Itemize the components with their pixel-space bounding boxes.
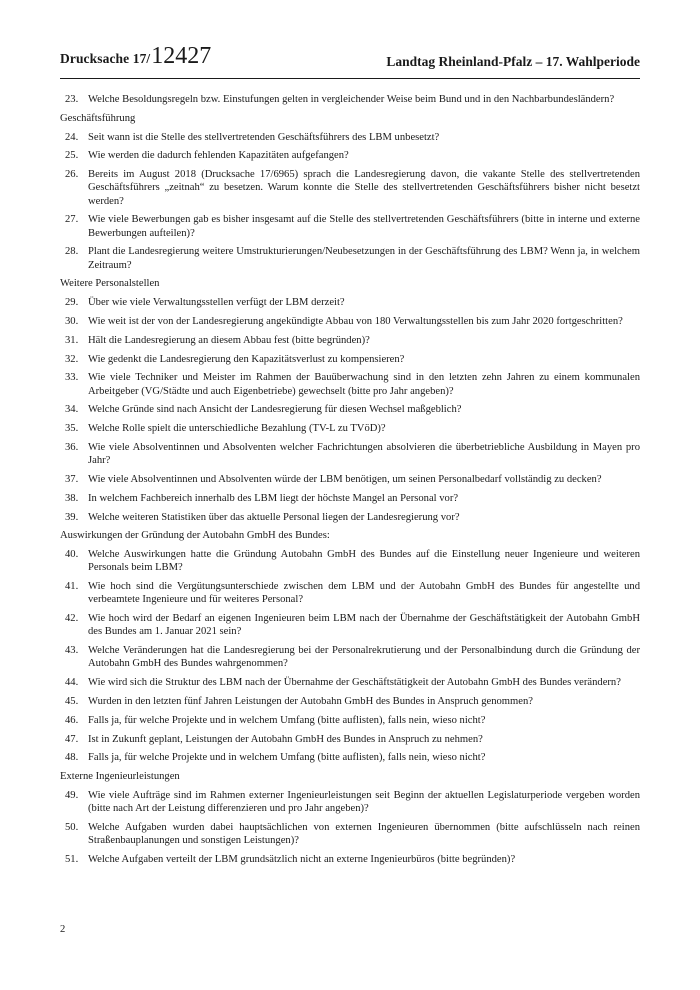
question-text: Falls ja, für welche Projekte und in welchem Umfang (bitte auflisten), falls nein, wieso nicht? [88,752,486,764]
question-item [60,853,640,866]
page-header [60,44,640,79]
question-number: 28. [65,246,79,258]
question-item [60,548,640,574]
question-number: 37. [65,473,79,485]
question-text: Welche Besoldungsregeln bzw. Einstufungen gelten in vergleichender Weise beim Bund und in den Nachbarbundesländern? [88,94,615,105]
question-item [60,315,640,328]
question-number: 33. [65,372,79,384]
question-text: Wie viele Techniker und Meister im Rahmen der Bauüberwachung sind in den letzten zehn Jahren zu einem kommunalen Arbeitgeber (VG/Städte und auch Eigenbetriebe) gewechselt (bitte pro Jahr angeben)? [88,372,640,397]
question-item [60,131,640,144]
section-heading: Auswirkungen der Gründung der Autobahn GmbH des Bundes: [60,530,330,542]
question-text: Wie weit ist der von der Landesregierung angekündigte Abbau von 180 Verwaltungsstellen bis zum Jahr 2020 fortgeschritten? [88,315,623,327]
question-item [60,751,640,764]
question-number: 47. [65,733,79,745]
question-text: Welche weiteren Statistiken über das aktuelle Personal liegen der Landesregierung vor? [88,511,460,523]
question-text: Wie viele Bewerbungen gab es bisher insgesamt auf die Stelle des stellvertretenden Geschäftsführers (bitte in interne und externe Bewerbungen aufteilen)? [88,214,640,239]
question-number: 35. [65,423,79,435]
question-number: 41. [65,581,79,593]
question-text: Welche Veränderungen hat die Landesregierung bei der Personalrekrutierung und der Personalbindung durch die Gründung der Autobahn GmbH des Bundes wahrgenommen? [88,645,640,670]
question-text: Wie werden die dadurch fehlenden Kapazitäten aufgefangen? [88,150,349,162]
question-item [60,168,640,208]
question-number: 32. [65,353,79,365]
question-item [60,334,640,347]
question-text: Falls ja, für welche Projekte und in welchem Umfang (bitte auflisten), falls nein, wieso nicht? [88,714,486,726]
question-item [60,245,640,271]
question-number: 23. [65,94,79,105]
question-text: Plant die Landesregierung weitere Umstrukturierungen/Neubesetzungen in der Geschäftsführung des LBM? Wenn ja, in welchem Zeitraum? [88,246,640,271]
question-number: 49. [65,789,79,801]
question-item [60,644,640,670]
question-number: 27. [65,214,79,226]
question-number: 26. [65,169,79,181]
question-item [60,213,640,239]
question-text: Wie hoch sind die Vergütungsunterschiede zwischen dem LBM und der Autobahn GmbH des Bundes für angestellte und verbeamtete Ingenieure und für weiteres Personal? [88,581,640,606]
section-heading: Externe Ingenieurleistungen [60,771,180,783]
question-number: 42. [65,613,79,625]
question-number: 34. [65,404,79,416]
question-text: Ist in Zukunft geplant, Leistungen der Autobahn GmbH des Bundes in Anspruch zu nehmen? [88,733,483,745]
question-item [60,789,640,815]
question-text: Hält die Landesregierung an diesem Abbau fest (bitte begründen)? [88,334,370,346]
question-text: Über wie viele Verwaltungsstellen verfügt der LBM derzeit? [88,297,345,309]
document-number-value: 12427 [151,43,212,69]
question-text: Seit wann ist die Stelle des stellvertretenden Geschäftsführers des LBM unbesetzt? [88,131,440,143]
question-item [60,580,640,606]
question-number: 50. [65,821,79,833]
question-number: 39. [65,511,79,523]
question-text: Wie hoch wird der Bedarf an eigenen Ingenieuren beim LBM nach der Übernahme der Geschäftstätigkeit der Autobahn GmbH des Bundes am 1. Januar 2021 sein? [88,613,640,638]
question-number: 48. [65,752,79,764]
question-number: 43. [65,645,79,657]
section-heading: Weitere Personalstellen [60,278,160,290]
document-number [60,43,211,70]
question-text: Wie wird sich die Struktur des LBM nach der Übernahme der Geschäftstätigkeit der Autobahn GmbH des Bundes verändern? [88,677,621,689]
question-number: 51. [65,853,79,865]
question-text: In welchem Fachbereich innerhalb des LBM liegt der höchste Mangel an Personal vor? [88,492,459,504]
question-text: Wie viele Aufträge sind im Rahmen externer Ingenieurleistungen seit Beginn der aktuellen Legislaturperiode vergeben worden (bitte nach Art der Leistung differenzieren und pro Jahr angeben)? [88,789,640,815]
question-text: Wie gedenkt die Landesregierung den Kapazitätsverlust zu kompensieren? [88,353,405,365]
question-item [60,492,640,505]
question-number: 24. [65,131,79,143]
question-item [60,441,640,467]
question-item [60,296,640,309]
question-number: 38. [65,492,79,504]
question-item [60,353,640,366]
question-item [60,511,640,524]
question-item [60,612,640,638]
question-item [60,93,640,106]
question-item [60,695,640,708]
question-text: Wie viele Absolventinnen und Absolventen würde der LBM benötigen, um seinen Personalbedarf vollständig zu decken? [88,473,602,485]
question-item [60,149,640,162]
question-number: 44. [65,677,79,689]
question-item [60,473,640,486]
question-number: 40. [65,549,79,561]
page-number: 2 [60,924,66,935]
question-text: Welche Aufgaben verteilt der LBM grundsätzlich nicht an externe Ingenieurbüros (bitte begründen)? [88,853,516,865]
question-text: Welche Auswirkungen hatte die Gründung Autobahn GmbH des Bundes auf die Einstellung neuer Ingenieure und weiteren Personals beim LBM? [88,549,640,574]
question-text: Welche Rolle spielt die unterschiedliche Bezahlung (TV-L zu TVöD)? [88,423,386,435]
question-number: 46. [65,714,79,726]
question-number: 29. [65,297,79,309]
section-heading: Geschäftsführung [60,112,136,124]
question-number: 30. [65,315,79,327]
question-item [60,371,640,397]
question-item [60,714,640,727]
question-item [60,821,640,847]
question-text: Wurden in den letzten fünf Jahren Leistungen der Autobahn GmbH des Bundes in Anspruch genommen? [88,695,533,707]
question-text: Wie viele Absolventinnen und Absolventen welcher Fachrichtungen absolvieren die überbetriebliche Ausbildung in Mayen pro Jahr? [88,441,640,467]
question-text: Welche Gründe sind nach Ansicht der Landesregierung für diesen Wechsel maßgeblich? [88,404,462,416]
question-item [60,403,640,416]
question-item [60,422,640,435]
question-number: 36. [65,441,79,453]
question-number: 31. [65,334,79,346]
question-item [60,733,640,746]
question-text: Welche Aufgaben wurden dabei hauptsächlichen von externen Ingenieuren übernommen (bitte aufschlüsseln nach reinen Straßenbauplanungen und sonstigen Leistungen)? [88,821,640,847]
question-item [60,676,640,689]
question-number: 45. [65,695,79,707]
question-list [60,93,640,872]
parliament-title: Landtag Rheinland-Pfalz – 17. Wahlperiode [386,54,640,69]
question-text: Bereits im August 2018 (Drucksache 17/6965) sprach die Landesregierung davon, die vakante Stelle des stellvertretenden Geschäftsführers „zeitnah“ zu besetzen. Warum konnte die Stelle des stellvertretenden Geschäftsführers bisher nicht besetzt werden? [88,169,640,207]
document-number-prefix: Drucksache 17/ [60,51,151,66]
question-number: 25. [65,150,79,162]
